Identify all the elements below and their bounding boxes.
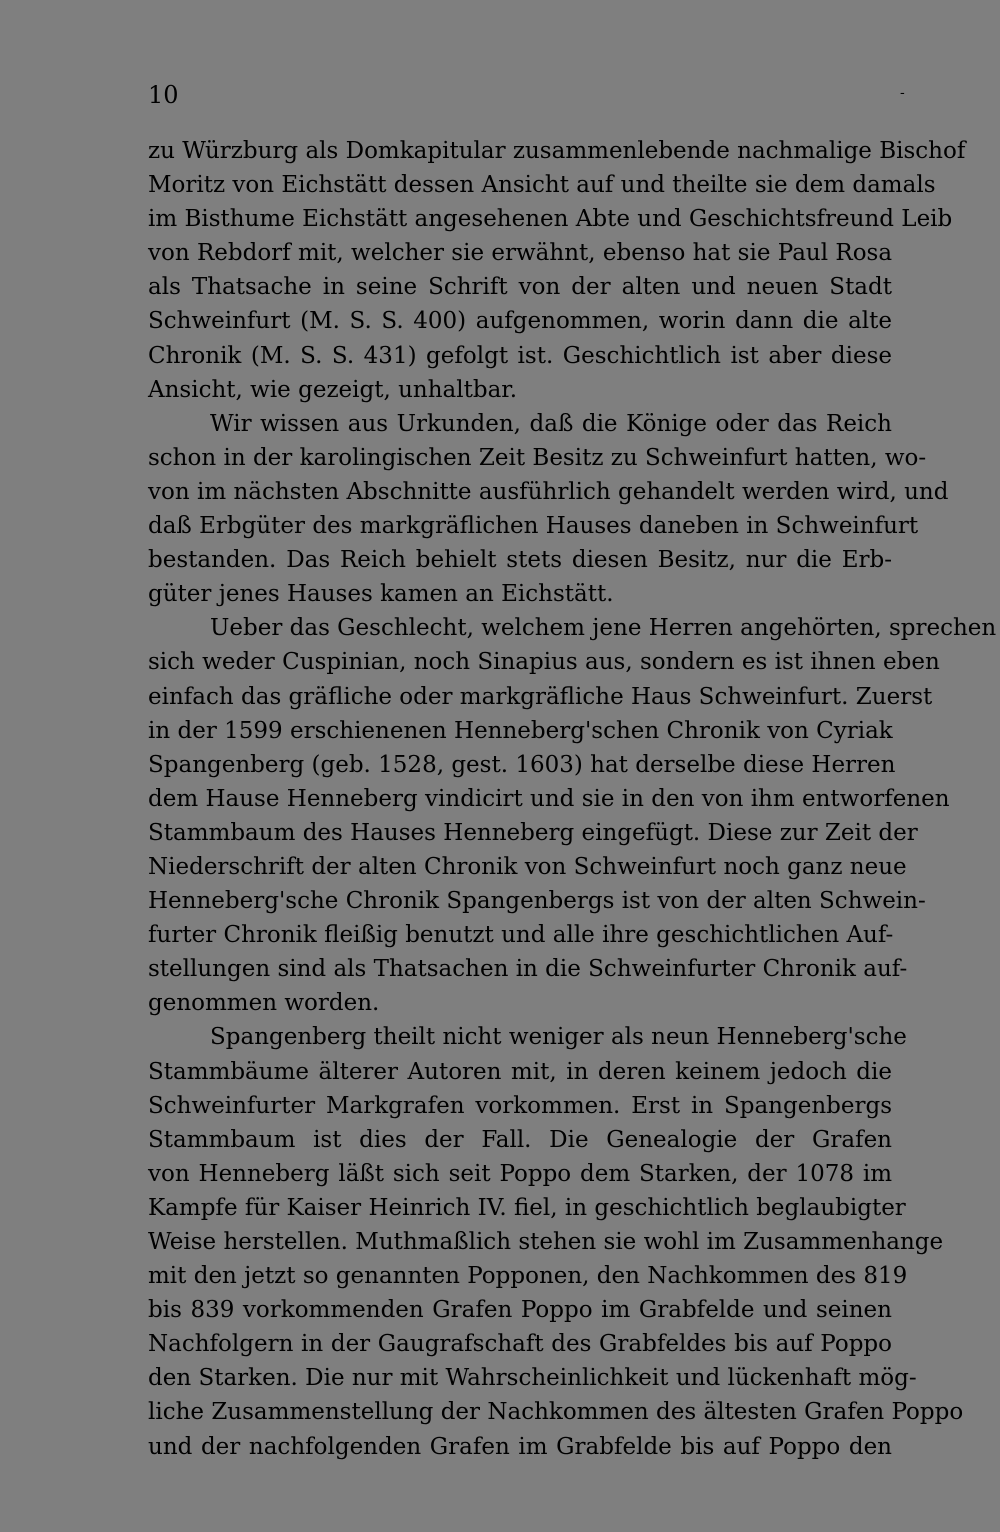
text-line: Niederschrift der alten Chronik von Schweinfurt noch ganz neue xyxy=(148,853,907,880)
text-line: furter Chronik fleißig benutzt und alle ihre geschichtlichen Auf- xyxy=(148,922,894,949)
text-line: Stammbaum des Hauses Henneberg eingefügt. Diese zur Zeit der xyxy=(148,819,918,846)
text-line: als Thatsache in seine Schrift von der alten und neuen Stadt xyxy=(148,274,892,301)
text-line: Nachfolgern in der Gaugrafschaft des Grabfeldes bis auf Poppo xyxy=(148,1331,892,1358)
text-line: und der nachfolgenden Grafen im Grabfelde bis auf Poppo den xyxy=(148,1433,892,1460)
text-line: Spangenberg theilt nicht weniger als neun Henneberg'sche xyxy=(210,1024,907,1051)
text-line: den Starken. Die nur mit Wahrscheinlichkeit und lückenhaft mög- xyxy=(148,1365,917,1392)
page-number: 10 xyxy=(148,81,179,109)
text-line: Ansicht, wie gezeigt, unhaltbar. xyxy=(148,376,518,403)
text-line: zu Würzburg als Domkapitular zusammenlebende nachmalige Bischof xyxy=(148,138,966,164)
body-text xyxy=(148,134,997,1464)
text-line: Schweinfurter Markgrafen vorkommen. Erst in Spangenbergs xyxy=(148,1092,892,1119)
text-line: Kampfe für Kaiser Heinrich IV. fiel, in geschichtlich beglaubigter xyxy=(148,1194,906,1221)
text-line: in der 1599 erschienenen Henneberg'schen Chronik von Cyriak xyxy=(148,717,893,744)
text-line: Schweinfurt (M. S. S. 400) aufgenommen, worin dann die alte xyxy=(148,308,892,335)
text-line: Stammbaum ist dies der Fall. Die Genealogie der Grafen xyxy=(148,1126,892,1153)
text-line: Henneberg'sche Chronik Spangenbergs ist von der alten Schwein- xyxy=(148,888,926,915)
text-line: im Bisthume Eichstätt angesehenen Abte und Geschichtsfreund Leib xyxy=(148,206,953,233)
text-line: einfach das gräfliche oder markgräfliche Haus Schweinfurt. Zuerst xyxy=(148,683,933,710)
text-line: Wir wissen aus Urkunden, daß die Könige oder das Reich xyxy=(210,410,892,437)
text-line: Weise herstellen. Muthmaßlich stehen sie wohl im Zusammenhange xyxy=(148,1229,944,1255)
text-line: mit den jetzt so genannten Popponen, den Nachkommen des 819 xyxy=(148,1263,908,1290)
text-line: von Henneberg läßt sich seit Poppo dem Starken, der 1078 im xyxy=(148,1160,892,1187)
margin-mark: - xyxy=(900,85,905,101)
text-line: schon in der karolingischen Zeit Besitz zu Schweinfurt hatten, wo- xyxy=(148,444,927,471)
text-line: güter jenes Hauses kamen an Eichstätt. xyxy=(148,581,614,608)
text-line: sich weder Cuspinian, noch Sinapius aus, sondern es ist ihnen eben xyxy=(148,649,940,676)
text-line: Stammbäume älterer Autoren mit, in deren keinem jedoch die xyxy=(148,1058,892,1085)
text-line: daß Erbgüter des markgräflichen Hauses daneben in Schweinfurt xyxy=(148,513,919,540)
text-line: stellungen sind als Thatsachen in die Schweinfurter Chronik auf- xyxy=(148,956,908,983)
text-line: bestanden. Das Reich behielt stets diesen Besitz, nur die Erb- xyxy=(148,547,892,574)
text-line: genommen worden. xyxy=(148,990,380,1017)
text-line: Chronik (M. S. S. 431) gefolgt ist. Geschichtlich ist aber diese xyxy=(148,342,892,369)
text-line: von im nächsten Abschnitte ausführlich gehandelt werden wird, und xyxy=(148,478,949,505)
text-line: bis 839 vorkommenden Grafen Poppo im Grabfelde und seinen xyxy=(148,1297,892,1324)
text-line: Ueber das Geschlecht, welchem jene Herren angehörten, sprechen xyxy=(210,615,997,642)
text-line: dem Hause Henneberg vindicirt und sie in den von ihm entworfenen xyxy=(148,785,950,812)
text-line: liche Zusammenstellung der Nachkommen des ältesten Grafen Poppo xyxy=(148,1399,964,1426)
text-line: von Rebdorf mit, welcher sie erwähnt, ebenso hat sie Paul Rosa xyxy=(148,240,893,267)
text-line: Spangenberg (geb. 1528, gest. 1603) hat derselbe diese Herren xyxy=(148,751,896,778)
text-line: Moritz von Eichstätt dessen Ansicht auf und theilte sie dem damals xyxy=(148,172,936,199)
